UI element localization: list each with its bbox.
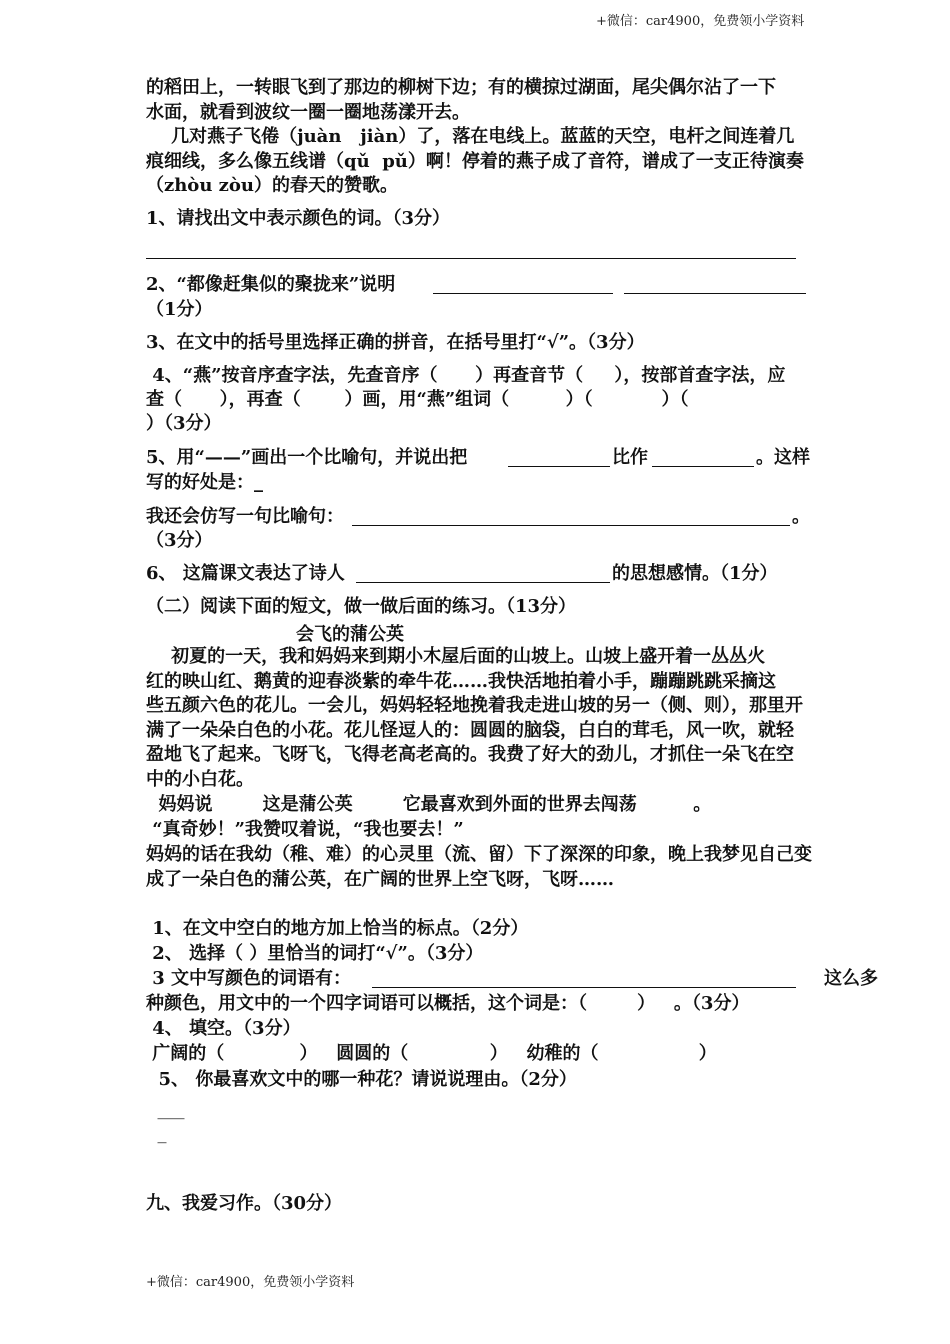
question-4-line: 查（ ），再查（ ）画，用“燕”组词（ ）（ ）（	[146, 389, 689, 410]
header-note: +微信：car4900，免费领小学资料	[596, 14, 805, 29]
s2-question-2: 2、 选择（ ）里恰当的词打“√”。（3分）	[146, 943, 484, 964]
s2-question-3c: 种颜色，用文中的一个四字词语可以概括，这个词是：（ ） 。（3分）	[146, 993, 750, 1014]
question-1: 1、请找出文中表示颜色的词。（3分）	[146, 208, 451, 229]
passage2-line: 盈地飞了起来。飞呀飞，飞得老高老高的。我费了好大的劲儿，才抓住一朵飞在空	[146, 744, 794, 765]
answer-line-q2b	[624, 293, 806, 294]
question-5-a: 5、用“——”画出一个比喻句，并说出把	[146, 447, 468, 468]
s2-question-4-blanks: 广阔的（ ） 圆圆的（ ） 幼稚的（ ）	[146, 1043, 717, 1064]
passage2-line: 成了一朵白色的蒲公英，在广阔的世界上空飞呀，飞呀……	[146, 869, 614, 890]
answer-line-q5b	[652, 466, 754, 467]
section2-title: 会飞的蒲公英	[296, 624, 404, 645]
answer-line-q5c	[352, 525, 790, 526]
question-5-score: （3分）	[146, 530, 213, 551]
passage2-line: “真奇妙！”我赞叹着说，“我也要去！”	[146, 819, 464, 840]
question-2: 2、“都像赶集似的聚拢来”说明	[146, 274, 396, 295]
passage2-line: 满了一朵朵白色的小花。花儿怪逗人的：圆圆的脑袋，白白的茸毛，风一吹，就轻	[146, 720, 794, 741]
passage2-line: 中的小白花。	[146, 769, 254, 790]
question-6-b: 的思想感情。（1分）	[612, 563, 778, 584]
passage1-line: 水面，就看到波纹一圈一圈地荡漾开去。	[146, 102, 470, 123]
question-5-line3a: 我还会仿写一句比喻句：	[146, 506, 344, 527]
passage2-line: 妈妈说 这是蒲公英 它最喜欢到外面的世界去闯荡 。	[146, 794, 712, 815]
s2-answer-line: _	[146, 1123, 167, 1144]
answer-line-q2a	[433, 293, 613, 294]
answer-line-s2q3	[372, 987, 796, 988]
question-2-score: （1分）	[146, 299, 213, 320]
section9-heading: 九、我爱习作。（30分）	[146, 1193, 343, 1214]
passage1-line: 几对燕子飞倦（juàn jiàn）了，落在电线上。蓝蓝的天空，电杆之间连着几	[146, 126, 795, 147]
answer-line-q6	[356, 582, 610, 583]
passage2-line: 妈妈的话在我幼（稚、难）的心灵里（流、留）下了深深的印象，晚上我梦见自己变	[146, 844, 812, 865]
question-4-line: 4、“燕”按音序查字法，先查音序（ ）再查音节（ ），按部首查字法，应	[146, 365, 786, 386]
question-5-line3b: 。	[792, 506, 810, 527]
passage2-line: 红的映山红、鹅黄的迎春淡紫的牵牛花……我快活地拍着小手，蹦蹦跳跳采摘这	[146, 671, 776, 692]
question-5-c: 。这样	[756, 447, 810, 468]
section2-heading: （二）阅读下面的短文，做一做后面的练习。（13分）	[146, 596, 577, 617]
s2-answer-line: ___	[146, 1099, 185, 1120]
answer-line-q1	[146, 258, 796, 259]
s2-question-5: 5、 你最喜欢文中的哪一种花？请说说理由。（2分）	[146, 1069, 577, 1090]
s2-question-4: 4、 填空。（3分）	[146, 1018, 301, 1039]
question-6-a: 6、 这篇课文表达了诗人	[146, 563, 345, 584]
s2-question-3b: 这么多	[824, 968, 878, 989]
question-5-b: 比作	[612, 447, 648, 468]
question-5-line2: 写的好处是：_	[146, 472, 263, 493]
question-3: 3、在文中的括号里选择正确的拼音，在括号里打“√”。（3分）	[146, 332, 645, 353]
s2-question-1: 1、在文中空白的地方加上恰当的标点。（2分）	[146, 918, 529, 939]
answer-line-q5a	[508, 466, 610, 467]
passage2-line: 初夏的一天，我和妈妈来到期小木屋后面的山坡上。山坡上盛开着一丛丛火	[146, 646, 766, 667]
passage1-line: （zhòu zòu）的春天的赞歌。	[146, 175, 398, 196]
s2-question-3a: 3 文中写颜色的词语有：	[146, 968, 352, 989]
passage2-line: 些五颜六色的花儿。一会儿，妈妈轻轻地挽着我走进山坡的另一（侧、则），那里开	[146, 695, 803, 716]
passage1-line: 痕细线，多么像五线谱（qǔ pǔ）啊！停着的燕子成了音符，谱成了一支正待演奏	[146, 151, 804, 172]
footer-note: +微信：car4900，免费领小学资料	[146, 1275, 355, 1290]
question-4-line: ）（3分）	[146, 413, 222, 434]
passage1-line: 的稻田上，一转眼飞到了那边的柳树下边；有的横掠过湖面，尾尖偶尔沾了一下	[146, 77, 776, 98]
